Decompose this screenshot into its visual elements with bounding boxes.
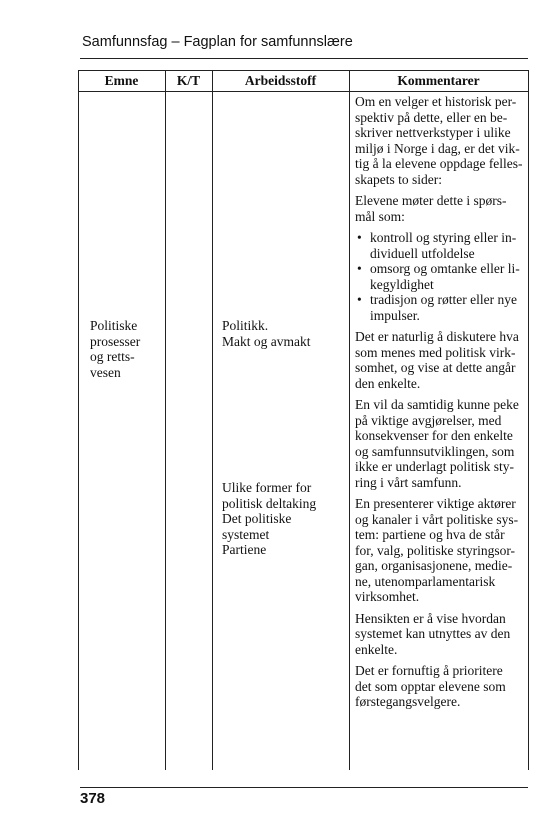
arbeidsstoff-line: politisk deltaking	[222, 495, 317, 511]
column-header-emne: Emne	[104, 73, 139, 88]
comment-line: og samfunnsutviklingen, som	[355, 443, 515, 459]
bullet-line: • tradisjon og røtter eller nye	[370, 292, 517, 307]
comment-line: Hensikten er å vise hvordan	[355, 610, 506, 626]
bullet-line: • kontroll og styring eller in-	[370, 230, 517, 245]
comment-line: enkelte.	[355, 641, 398, 657]
bullet-item	[355, 292, 525, 323]
kommentarer-cell	[355, 94, 525, 716]
comment-line: den enkelte.	[355, 375, 421, 391]
comment-line: Om en velger et historisk per-	[355, 94, 517, 109]
column-header-kommentarer: Kommentarer	[397, 73, 480, 88]
bullet-item	[355, 230, 525, 261]
emne-line: prosesser	[90, 333, 141, 349]
page-header-title: Samfunnsfag – Fagplan for samfunnslære	[82, 34, 353, 50]
footer-rule	[80, 787, 528, 788]
comment-line: skapets to sider:	[355, 171, 442, 187]
arbeidsstoff-line: Det politiske	[222, 511, 292, 526]
header-rule	[80, 58, 528, 59]
emne-line: Politiske	[90, 318, 138, 333]
comment-line: ikke er underlagt politisk sty-	[355, 459, 514, 474]
bullet-line: • omsorg og omtanke eller li-	[370, 261, 520, 276]
comment-line: systemet kan utnyttes av den	[355, 626, 511, 641]
comment-line: og kanaler i vårt politiske sys-	[355, 511, 519, 527]
comment-line: gan, organisasjonene, medie-	[355, 558, 513, 573]
comment-paragraph-5	[355, 496, 525, 605]
column-header-kt: K/T	[176, 73, 201, 88]
comment-line: det som opptar elevene som	[355, 678, 506, 694]
comment-paragraph-3	[355, 329, 525, 391]
column-divider-1	[165, 70, 166, 770]
arbeidsstoff-line: Partiene	[222, 542, 267, 557]
comment-paragraph-1	[355, 94, 525, 187]
comment-line: ring i vårt samfunn.	[355, 474, 462, 490]
emne-line: vesen	[90, 364, 121, 380]
column-header-arbeidsstoff: Arbeidsstoff	[244, 73, 317, 88]
comment-paragraph-4	[355, 397, 525, 490]
table-right-border	[528, 70, 529, 770]
page-number: 378	[80, 790, 106, 807]
comment-line: somhet, og vise at dette angår	[355, 360, 516, 375]
comment-line: tig å la elevene oppdage felles-	[355, 156, 523, 171]
comment-paragraph-6	[355, 611, 525, 658]
comment-line: miljø i Norge i dag, er det vik-	[355, 140, 520, 156]
comment-line: virksomhet.	[355, 589, 420, 604]
arbeidsstoff-line: Makt og avmakt	[222, 333, 311, 349]
comment-paragraph-2	[355, 193, 525, 224]
arbeidsstoff-line: systemet	[222, 526, 270, 542]
comment-line: førstegangsvelgere.	[355, 694, 461, 709]
comment-line: tem: partiene og hva de står	[355, 527, 505, 542]
column-divider-3	[349, 70, 350, 770]
comment-line: spektiv på dette, eller en be-	[355, 109, 508, 125]
comment-line: Det er naturlig å diskutere hva	[355, 329, 519, 344]
table-left-border	[78, 70, 79, 770]
bullet-line: dividuell utfoldelse	[370, 245, 475, 261]
comment-paragraph-7	[355, 663, 525, 710]
comment-line: konsekvenser for den enkelte	[355, 428, 513, 443]
emne-line: og retts-	[90, 349, 135, 364]
arbeidsstoff-line: Politikk.	[222, 318, 269, 333]
arbeidsstoff-cell-1	[222, 318, 346, 349]
bullet-line: impulser.	[370, 307, 420, 323]
column-divider-2	[212, 70, 213, 770]
comment-line: Det er fornuftig å prioritere	[355, 663, 503, 678]
comment-bullet-list	[355, 230, 525, 323]
comment-line: En presenterer viktige aktører	[355, 496, 516, 511]
comment-line: skriver nettverkstyper i ulike	[355, 125, 511, 140]
bullet-item	[355, 261, 525, 292]
comment-line: Elevene møter dette i spørs-	[355, 193, 507, 208]
comment-line: mål som:	[355, 208, 405, 224]
arbeidsstoff-line: Ulike former for	[222, 480, 312, 495]
emne-cell	[90, 318, 162, 380]
arbeidsstoff-cell-2	[222, 480, 346, 558]
comment-line: En vil da samtidig kunne peke	[355, 397, 519, 412]
comment-line: ne, utenomparlamentarisk	[355, 573, 496, 589]
table-header-bottom-border	[78, 91, 529, 92]
bullet-line: kegyldighet	[370, 276, 434, 292]
comment-line: på viktige avgjørelser, med	[355, 412, 502, 428]
comment-line: som menes med politisk virk-	[355, 344, 516, 360]
comment-line: for, valg, politiske styringsor-	[355, 542, 516, 558]
